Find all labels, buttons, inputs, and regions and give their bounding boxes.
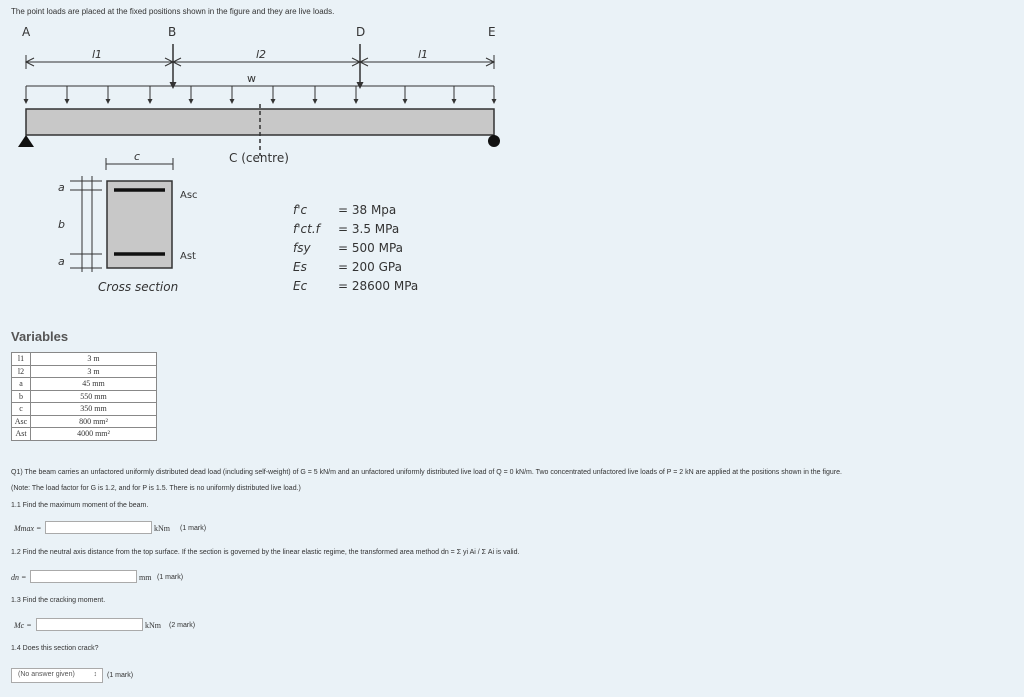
dn-label: dn = <box>11 573 27 582</box>
mmax-label: Mmax = <box>14 524 42 533</box>
crack-answer-select[interactable] <box>11 668 103 683</box>
centre-label: C (centre) <box>229 151 289 165</box>
point-label-a: A <box>22 25 31 39</box>
section-caption: Cross section <box>98 280 179 294</box>
variables-title: Variables <box>11 329 69 344</box>
section-dim-b: b <box>58 218 65 231</box>
prop-fct-symbol: f'ct.f <box>293 222 320 236</box>
mc-unit: kNm <box>145 621 161 630</box>
table-row <box>12 365 157 378</box>
prop-fc-value: = 38 Mpa <box>338 203 397 217</box>
udl-arrows <box>24 86 497 104</box>
q13-text: 1.3 Find the cracking moment. <box>11 597 106 604</box>
mmax-input[interactable] <box>45 521 152 534</box>
crack-mark: (1 mark) <box>107 672 134 679</box>
var-key: l2 <box>12 365 31 378</box>
section-dim-a-top: a <box>58 181 65 194</box>
table-row <box>12 378 157 391</box>
crack-answer-value: (No answer given) <box>18 671 75 678</box>
q1-text: Q1) The beam carries an unfactored uniformly distributed dead load (including self-weight) of G = 5 kN/m and an unfactored uniformly distributed live load of Q = 0 kN/m. Two concentrated unfactored live loads of P = 2 kN are applied at the positions shown in the figure. <box>11 469 842 476</box>
prop-ec-symbol: Ec <box>293 279 308 293</box>
var-key: c <box>12 403 31 416</box>
q12-text: 1.2 Find the neutral axis distance from the top surface. If the section is governed by the linear elastic regime, the transformed area method dn = Σ yi Ai / Σ Ai is valid. <box>11 549 520 556</box>
point-load-d-arrow <box>357 44 364 89</box>
mmax-unit: kNm <box>154 524 170 533</box>
section-dim-c: c <box>134 150 141 163</box>
q1-note: (Note: The load factor for G is 1.2, and for P is 1.5. There is no uniformly distributed live load.) <box>11 485 301 492</box>
chevron-updown-icon: ↕ <box>93 671 97 678</box>
mmax-mark: (1 mark) <box>180 525 207 532</box>
prop-ec-value: = 28600 MPa <box>338 279 419 293</box>
prop-fct-value: = 3.5 MPa <box>338 222 400 236</box>
mc-input[interactable] <box>36 618 143 631</box>
var-value: 3 m <box>31 365 157 378</box>
var-value: 45 mm <box>31 378 157 391</box>
table-row <box>12 415 157 428</box>
prop-fsy-symbol: fsy <box>293 241 311 255</box>
ast-label: Ast <box>180 251 196 262</box>
point-load-b-arrow <box>170 44 177 89</box>
prop-fsy-value: = 500 MPa <box>338 241 403 255</box>
var-key: Asc <box>12 415 31 428</box>
prop-fc-symbol: f'c <box>293 203 308 217</box>
intro-text: The point loads are placed at the fixed positions shown in the figure and they are live loads. <box>11 7 335 16</box>
point-label-e: E <box>488 25 496 39</box>
mc-label: Mc = <box>14 621 32 630</box>
point-label-d: D <box>356 25 366 39</box>
var-key: l1 <box>12 353 31 366</box>
dn-mark: (1 mark) <box>157 574 184 581</box>
table-row <box>12 353 157 366</box>
pin-support-icon <box>18 135 34 147</box>
var-value: 800 mm² <box>31 415 157 428</box>
dn-input[interactable] <box>30 570 137 583</box>
variables-table <box>11 352 157 441</box>
cross-section <box>58 150 198 294</box>
dn-unit: mm <box>139 573 152 582</box>
point-label-b: B <box>168 25 177 39</box>
var-key: b <box>12 390 31 403</box>
material-properties <box>293 203 418 293</box>
roller-support-icon <box>488 135 500 147</box>
span-label-2: l2 <box>256 48 267 61</box>
span-label-1: l1 <box>92 48 103 61</box>
udl-label: w <box>247 72 256 85</box>
table-row <box>12 428 157 441</box>
q14-text: 1.4 Does this section crack? <box>11 645 99 652</box>
var-value: 4000 mm² <box>31 428 157 441</box>
var-key: a <box>12 378 31 391</box>
var-key: Ast <box>12 428 31 441</box>
span-label-3: l1 <box>418 48 429 61</box>
mc-mark: (2 mark) <box>169 622 196 629</box>
table-row <box>12 403 157 416</box>
section-dim-a-bot: a <box>58 255 65 268</box>
var-value: 3 m <box>31 353 157 366</box>
var-value: 350 mm <box>31 403 157 416</box>
asc-label: Asc <box>180 190 198 201</box>
prop-es-symbol: Es <box>293 260 307 274</box>
q11-text: 1.1 Find the maximum moment of the beam. <box>11 502 149 509</box>
var-value: 550 mm <box>31 390 157 403</box>
beam-figure <box>0 0 1024 320</box>
table-row <box>12 390 157 403</box>
prop-es-value: = 200 GPa <box>338 260 402 274</box>
